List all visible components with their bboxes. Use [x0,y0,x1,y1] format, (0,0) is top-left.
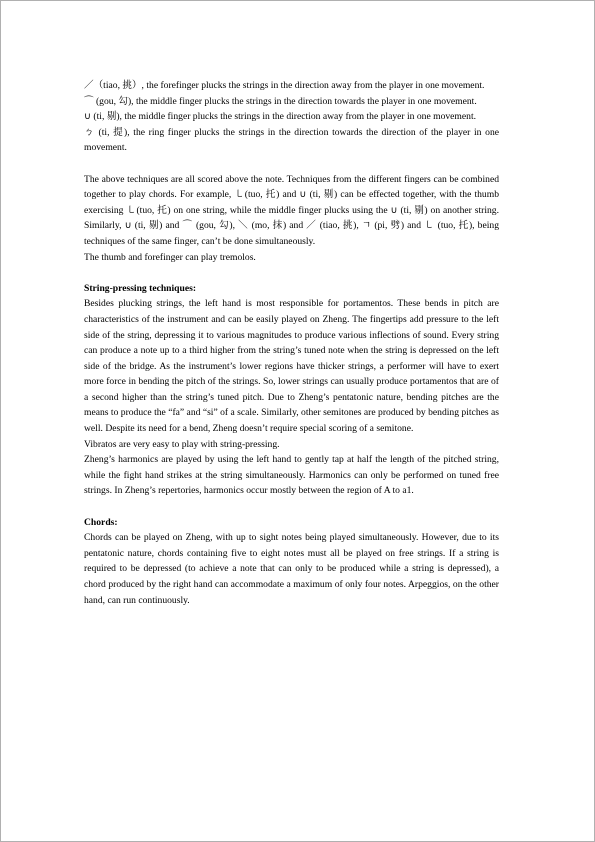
technique-ti-middle: ∪ (ti, 剔), the middle finger plucks the strings in the direction away from the player in one movement. [84,111,477,123]
string-pressing-heading: String-pressing techniques: [84,282,197,294]
technique-gou: ⌒ (gou, 勾), the middle finger plucks the strings in the direction towards the player in one movement. [84,95,477,107]
harmonics-paragraph: Zheng’s harmonics are played by using the left hand to gently tap at half the length of the pitched string, while the fight hand strikes at the string simultaneously. Harmonics can only be performed on tuned free strings. In Zheng’s repertories, harmonics occur mostly between the region of A to a1. [84,454,499,497]
spacer [84,499,499,515]
scoring-paragraph: The above techniques are all scored above the note. Techniques from the different fingers can be combined together to play chords. For example, ㇄(tuo, 托) and ∪ (ti, 剔) can be effected together, with the thumb exercising ㇄(tuo, 托) on one string, while the middle finger plucks using the ∪ (ti, 剔) on another string. Similarly, ∪ (ti, 剔) and ⌒ (gou, 勾), ＼ (mo, 抹) and ／ (tiao, 挑), ㄱ (pi, 劈) and ㇄ (tuo, 托), being techniques of the same finger, can’t be done simultaneously. [84,173,499,247]
chords-paragraph: Chords can be played on Zheng, with up to sight notes being played simultaneously. However, due to its pentatonic nature, chords containing five to eight notes must all be played on free strings. If a string is required to be depressed (to achieve a note that can only to be produced while a string is depressed), a chord produced by the right hand can accommodate a maximum of only four notes. Arpeggios, on the other hand, can run continuously. [84,532,499,606]
technique-tiao: ／（tiao, 挑）, the forefinger plucks the strings in the direction away from the player in one movement. [84,80,485,91]
page-content [84,78,499,608]
string-pressing-paragraph: Besides plucking strings, the left hand is most responsible for portamentos. These bends in pitch are characteristics of the instrument and can be easily played on Zheng. The fingertips add pressure to the left side of the string, depressing it to various magnitudes to produce various inflections of sound. Every string can produce a note up to a third higher from the string’s tuned note when the string is depressed on the left side of the bridge. As the instrument’s lower regions have thicker strings, a performer will have to exert more force in bending the pitch of the strings. So, lower strings can usually produce portamentos that are of a second higher than the string’s tuned pitch. Due to Zheng’s pentatonic nature, bending pitches are the means to produce the “fa” and “si” of a scale. Similarly, other semitones are produced by bending pitches as well. Despite its need for a bend, Zheng doesn’t require special scoring of a semitone. [84,298,499,435]
vibrato-line: Vibratos are very easy to play with string-pressing. [84,438,280,450]
tremolo-line: The thumb and forefinger can play tremolos. [84,251,256,263]
spacer [84,156,499,172]
technique-ti-ring: ㄅ (ti, 提), the ring finger plucks the strings in the direction towards the direction of the player in one movement. [84,126,499,154]
spacer [84,265,499,281]
chords-heading: Chords: [84,516,118,528]
